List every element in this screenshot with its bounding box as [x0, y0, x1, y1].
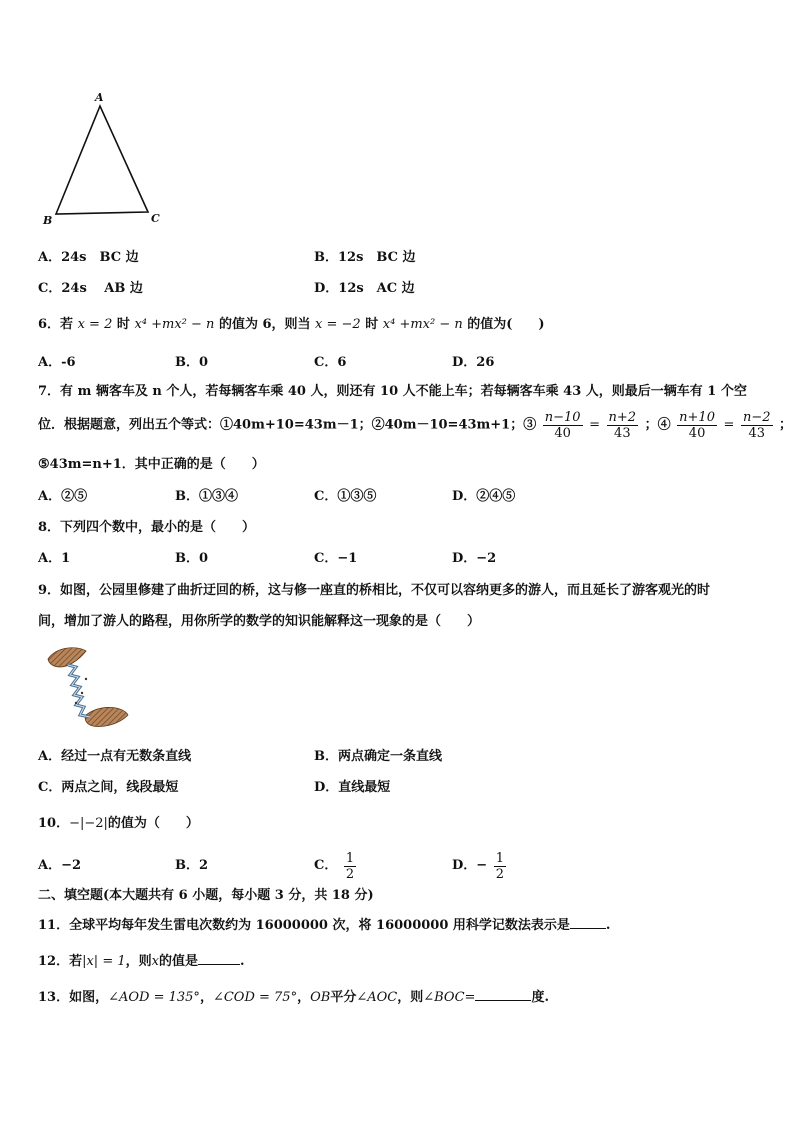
fraction-3b: $\frac{n+2}{43}$: [608, 410, 637, 441]
zigzag-bridge-figure: [46, 645, 136, 735]
answer-blank-11[interactable]: [570, 916, 606, 929]
q5-option-b[interactable]: B．12s BC 边: [314, 250, 416, 265]
q9-option-b[interactable]: B．两点确定一条直线: [314, 749, 442, 764]
vertex-label-a: A: [95, 91, 104, 104]
q5-option-d[interactable]: D．12s AC 边: [314, 281, 415, 296]
q6-option-d[interactable]: D．26: [452, 355, 495, 370]
q7-option-a[interactable]: A．②⑤: [38, 489, 88, 504]
question-7-line-1: 7．有 m 辆客车及 n 个人，若每辆客车乘 40 人，则还有 10 人不能上车；若每辆客车乘 43 人，则最后一辆车有 1 个空: [38, 384, 747, 399]
answer-blank-12[interactable]: [198, 952, 240, 965]
triangle-figure: [38, 92, 198, 232]
q8-option-d[interactable]: D．−2: [452, 551, 497, 566]
question-11: 11．全球平均每年发生雷电次数约为 16000000 次，将 16000000 用科学记数法表示是 .: [38, 918, 611, 933]
q6-option-a[interactable]: A．-6: [38, 355, 76, 370]
question-9-line-2: 间，增加了游人的路程，用你所学的数学的知识能解释这一现象的是（ ）: [38, 614, 481, 629]
fraction-3a: $\frac{n-10}{40}$: [544, 410, 581, 441]
question-8-stem: 8．下列四个数中，最小的是（ ）: [38, 520, 256, 535]
q10-option-b[interactable]: B．2: [175, 858, 209, 873]
fraction-4a: $\frac{n+10}{40}$: [679, 410, 715, 441]
q8-option-b[interactable]: B．0: [175, 551, 209, 566]
q5-option-a[interactable]: A．24s BC 边: [38, 250, 139, 265]
q6-option-b[interactable]: B．0: [175, 355, 209, 370]
vertex-label-b: B: [43, 214, 53, 227]
section-2-heading: 二、填空题(本大题共有 6 小题，每小题 3 分，共 18 分): [38, 888, 374, 903]
q10-option-c[interactable]: C． $\frac{1}{2}$: [314, 850, 355, 882]
q9-option-d[interactable]: D．直线最短: [314, 780, 391, 795]
question-13: 13．如图，∠AOD = 135°，∠COD = 75°，OB平分∠AOC，则∠BOC= 度.: [38, 990, 549, 1005]
answer-blank-13[interactable]: [475, 988, 531, 1001]
q7-option-d[interactable]: D．②④⑤: [452, 489, 516, 504]
q10-option-d[interactable]: D．− $\frac{1}{2}$: [452, 850, 504, 882]
fraction-4b: $\frac{n-2}{43}$: [742, 410, 771, 441]
q9-option-a[interactable]: A．经过一点有无数条直线: [38, 749, 192, 764]
q6-option-c[interactable]: C．6: [314, 355, 347, 370]
q7-option-c[interactable]: C．①③⑤: [314, 489, 377, 504]
q7-option-b[interactable]: B．①③④: [175, 489, 238, 504]
q9-option-c[interactable]: C．两点之间，线段最短: [38, 780, 179, 795]
question-12: 12．若|x| = 1，则x的值是 .: [38, 954, 245, 969]
q10-option-a[interactable]: A．−2: [38, 858, 82, 873]
vertex-label-c: C: [151, 212, 160, 225]
question-6-stem: 6．若 x = 2 时 x⁴ +mx² − n 的值为 6，则当 x = −2 时 x⁴ +mx² − n 的值为( ): [38, 317, 545, 332]
question-7-line-2: 位．根据题意，列出五个等式：①40m+10=43m－1；②40m－10=43m+1；③ $\frac{n-10}{40}$ = $\frac{n+2}{43}$ ；④ $\frac{n+10}{40}$ = $\frac{n-2}{43}$ ；: [38, 410, 793, 441]
question-10-stem: 10．−|−2|的值为（ ）: [38, 816, 199, 831]
q5-option-c[interactable]: C．24s AB 边: [38, 281, 143, 296]
question-9-line-1: 9．如图，公园里修建了曲折迂回的桥，这与修一座直的桥相比，不仅可以容纳更多的游人，而且延长了游客观光的时: [38, 583, 711, 598]
question-7-line-3: ⑤43m=n+1．其中正确的是（ ）: [38, 457, 265, 472]
q8-option-a[interactable]: A．1: [38, 551, 71, 566]
q8-option-c[interactable]: C．−1: [314, 551, 358, 566]
